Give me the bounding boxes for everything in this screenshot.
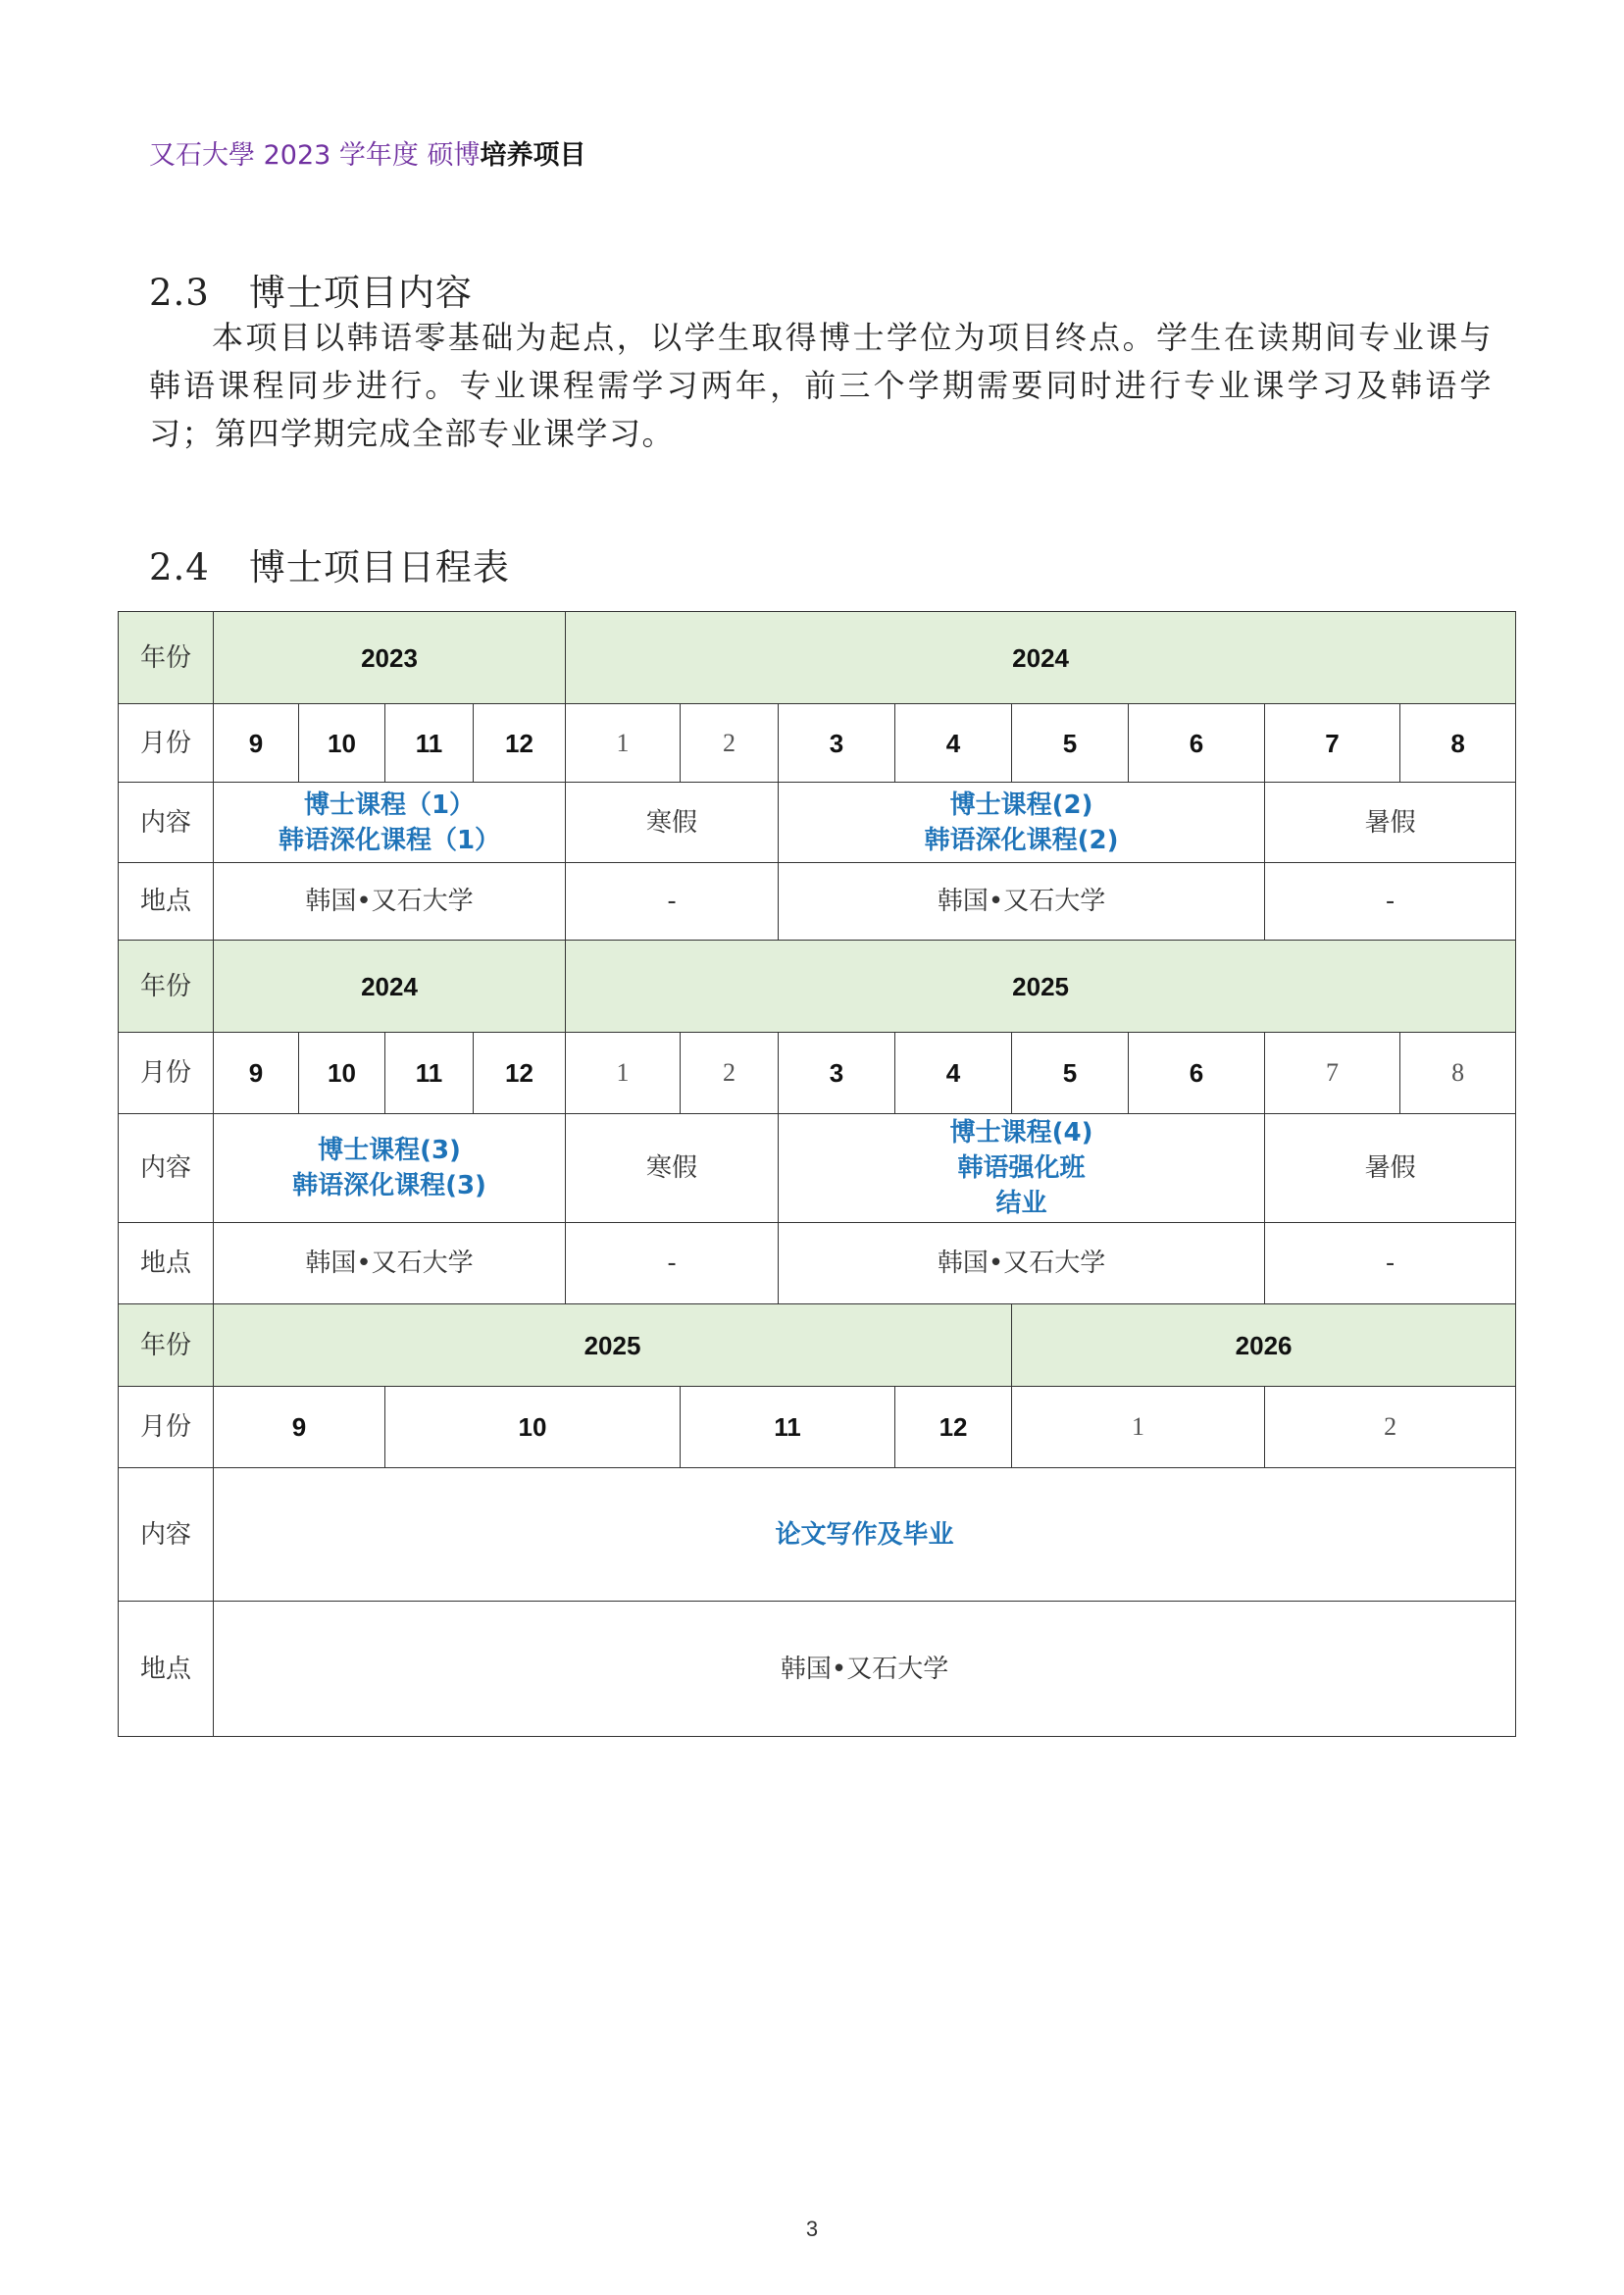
course-line: 结业 [995,1189,1047,1218]
month-row [119,1033,1516,1114]
month-cell: 10 [299,1033,385,1114]
year-cell: 2024 [566,612,1516,704]
section-title: 博士项目内容 [248,272,473,314]
month-label: 月份 [119,1387,214,1468]
location-row [119,863,1516,941]
month-cell: 1 [566,1033,681,1114]
course-cell [214,783,566,863]
year-row [119,1304,1516,1387]
content-label: 内容 [119,1114,214,1223]
content-row [119,783,1516,863]
year-cell: 2024 [214,941,566,1033]
month-cell: 9 [214,1387,385,1468]
course-line: 博士课程（1） [303,790,476,820]
content-label: 内容 [119,783,214,863]
location-cell: - [566,863,779,941]
course-line: 韩语深化课程（1） [278,825,501,855]
month-label: 月份 [119,1033,214,1114]
month-cell: 8 [1400,704,1516,783]
month-cell: 6 [1129,704,1265,783]
location-cell: 韩国•又石大学 [779,863,1265,941]
winter-break-cell: 寒假 [566,1114,779,1223]
page-number: 3 [805,2217,819,2241]
course-line: 韩语深化课程(2) [924,825,1119,855]
course-line: 韩语强化班 [957,1153,1086,1183]
content-label: 内容 [119,1468,214,1602]
section-number: 2.3 [149,272,210,314]
month-cell: 4 [895,704,1012,783]
course-line: 博士课程(4) [949,1118,1093,1148]
course-line: 博士课程(3) [318,1136,461,1165]
month-cell: 11 [385,1033,474,1114]
paragraph-text: 本项目以韩语零基础为起点，以学生取得博士学位为项目终点。学生在读期间专业课与韩语课程同步进行。专业课程需学习两年，前三个学期需要同时进行专业课学习及韩语学习；第四学期完成全部专业课学习。 [149,319,1493,452]
month-cell: 7 [1265,1033,1400,1114]
month-cell: 7 [1265,704,1400,783]
month-cell: 6 [1129,1033,1265,1114]
month-cell: 2 [681,1033,779,1114]
section-2-3-heading [149,263,473,316]
header-university-year: 又石大學 2023 学年度 硕博 [149,140,481,171]
summer-break-cell: 暑假 [1265,1114,1516,1223]
location-label: 地点 [119,1602,214,1737]
month-cell: 11 [385,704,474,783]
content-row [119,1114,1516,1223]
month-cell: 10 [385,1387,681,1468]
month-cell: 9 [214,1033,299,1114]
month-cell: 2 [681,704,779,783]
location-label: 地点 [119,863,214,941]
location-cell: - [1265,863,1516,941]
year-cell: 2025 [566,941,1516,1033]
location-cell: 韩国•又石大学 [214,1602,1516,1737]
section-title: 博士项目日程表 [248,546,510,588]
month-cell: 11 [681,1387,895,1468]
month-cell: 5 [1012,1033,1129,1114]
location-cell: - [566,1223,779,1304]
month-cell: 12 [474,1033,566,1114]
month-cell: 3 [779,704,895,783]
document-header [149,133,585,172]
content-row [119,1468,1516,1602]
year-row [119,941,1516,1033]
location-label: 地点 [119,1223,214,1304]
course-line: 博士课程(2) [949,790,1093,820]
location-cell: 韩国•又石大学 [779,1223,1265,1304]
course-line: 韩语深化课程(3) [292,1171,486,1200]
month-cell: 3 [779,1033,895,1114]
year-label: 年份 [119,941,214,1033]
location-cell: - [1265,1223,1516,1304]
month-cell: 1 [566,704,681,783]
month-cell: 10 [299,704,385,783]
location-row [119,1602,1516,1737]
month-cell: 2 [1265,1387,1516,1468]
month-label: 月份 [119,704,214,783]
winter-break-cell: 寒假 [566,783,779,863]
month-row [119,704,1516,783]
course-cell [214,1114,566,1223]
course-cell [779,1114,1265,1223]
month-cell: 4 [895,1033,1012,1114]
month-row [119,1387,1516,1468]
month-cell: 5 [1012,704,1129,783]
header-program: 培养项目 [480,140,586,171]
year-row [119,612,1516,704]
location-cell: 韩国•又石大学 [214,1223,566,1304]
month-cell: 1 [1012,1387,1265,1468]
section-2-4-heading [149,537,510,590]
year-label: 年份 [119,612,214,704]
course-cell [779,783,1265,863]
year-cell: 2025 [214,1304,1012,1387]
section-2-3-paragraph [149,314,1493,458]
schedule-table [118,611,1516,1737]
month-cell: 8 [1400,1033,1516,1114]
month-cell: 12 [474,704,566,783]
year-label: 年份 [119,1304,214,1387]
summer-break-cell: 暑假 [1265,783,1516,863]
section-number: 2.4 [149,546,210,588]
location-cell: 韩国•又石大学 [214,863,566,941]
year-cell: 2023 [214,612,566,704]
month-cell: 9 [214,704,299,783]
location-row [119,1223,1516,1304]
year-cell: 2026 [1012,1304,1516,1387]
thesis-cell: 论文写作及毕业 [214,1468,1516,1602]
month-cell: 12 [895,1387,1012,1468]
